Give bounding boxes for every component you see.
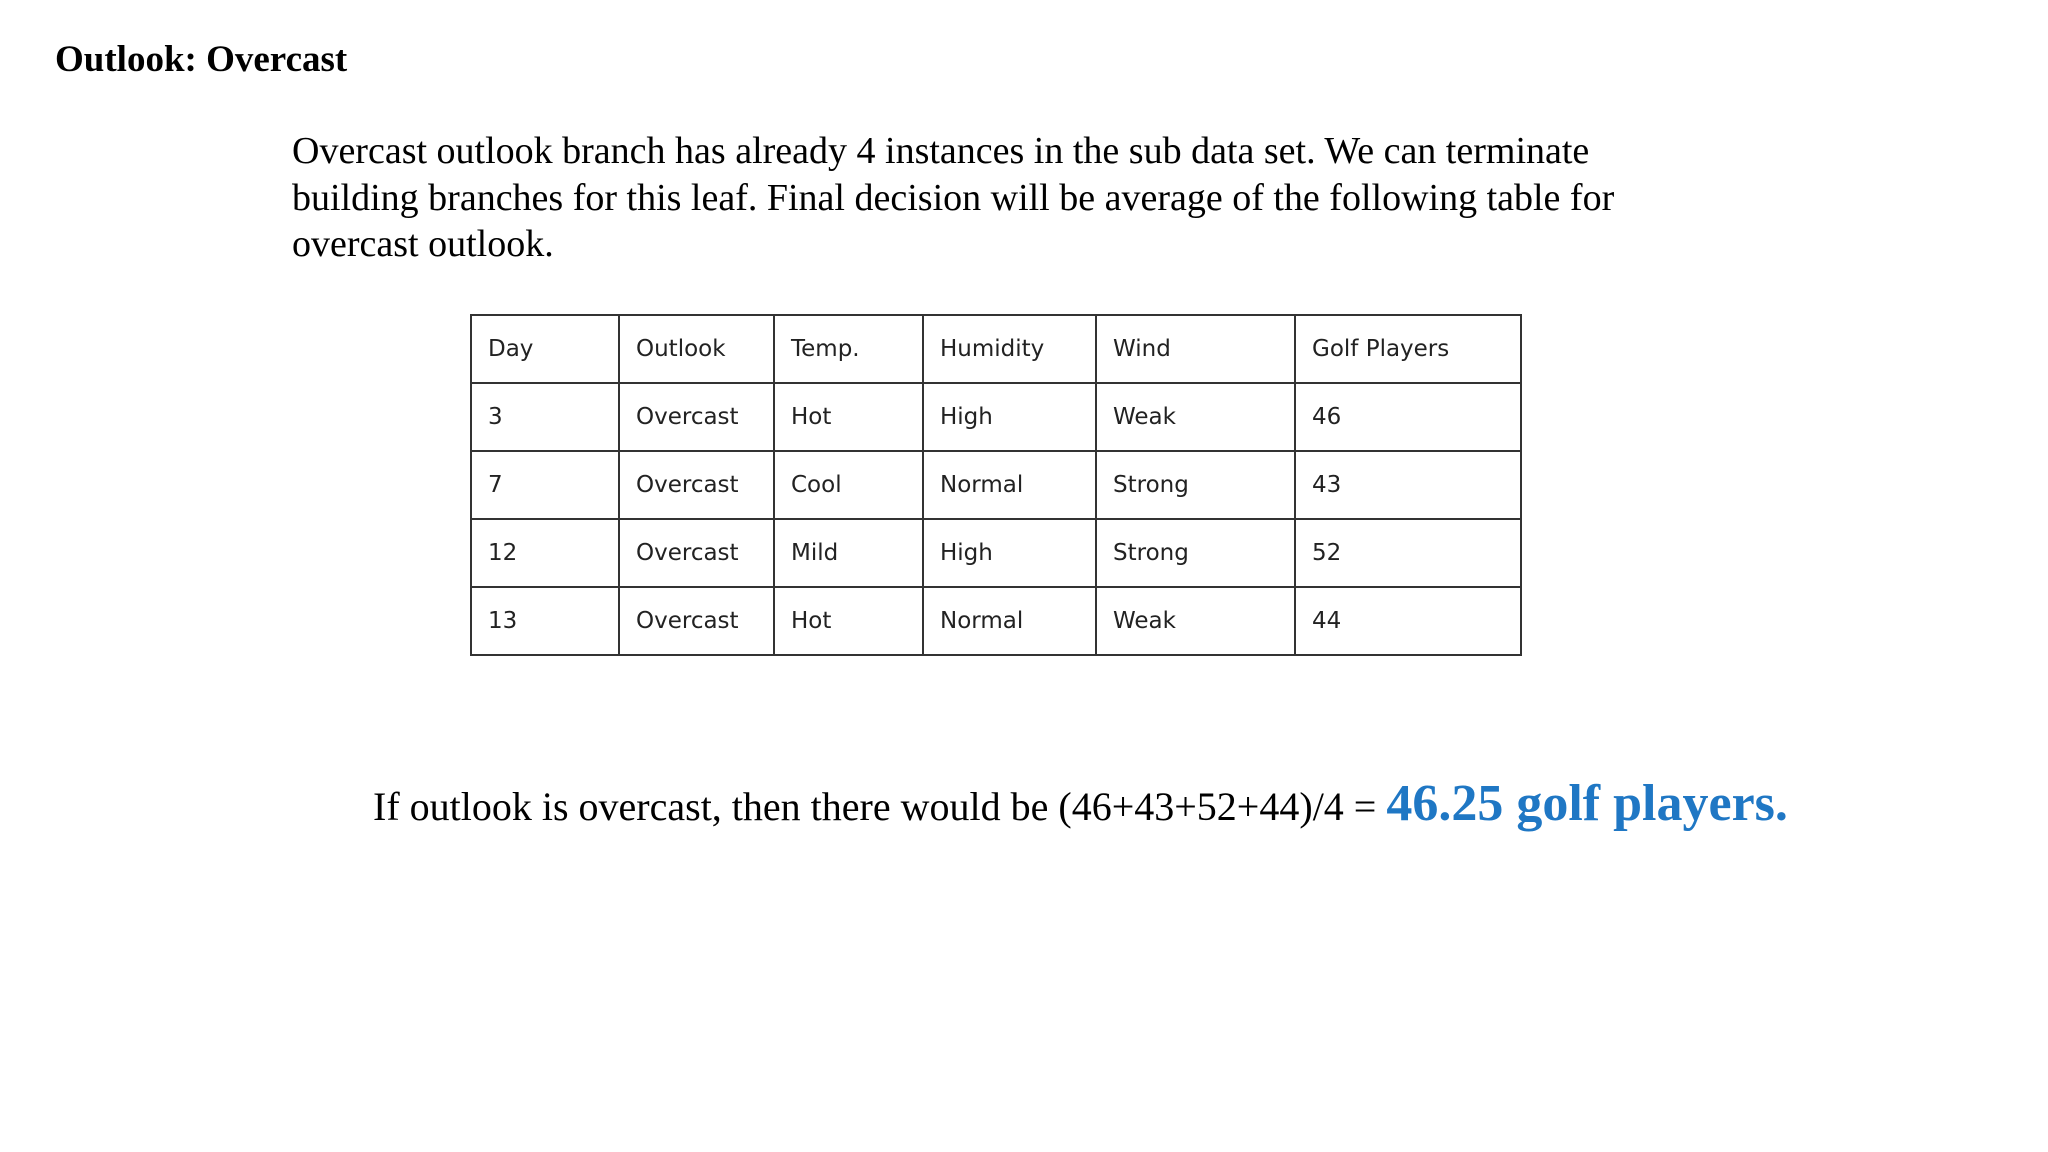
- cell-wind: Weak: [1096, 587, 1295, 655]
- cell-wind: Strong: [1096, 451, 1295, 519]
- cell-day: 3: [471, 383, 619, 451]
- intro-paragraph: Overcast outlook branch has already 4 instances in the sub data set. We can terminate building branches for this leaf. Final decision will be average of the following table for overcast outlook.: [292, 130, 1615, 265]
- cell-golf-players: 44: [1295, 587, 1521, 655]
- conclusion-text: If outlook is overcast, then there would be (46+43+52+44)/4 =: [373, 784, 1387, 829]
- cell-humidity: Normal: [923, 451, 1096, 519]
- table-row: [471, 587, 1521, 655]
- conclusion-result: 46.25 golf players.: [1386, 775, 1788, 832]
- cell-temp: Hot: [774, 383, 923, 451]
- table-row: [471, 519, 1521, 587]
- cell-outlook: Overcast: [619, 519, 774, 587]
- header-humidity: Humidity: [923, 315, 1096, 383]
- cell-day: 12: [471, 519, 619, 587]
- cell-humidity: High: [923, 519, 1096, 587]
- cell-outlook: Overcast: [619, 587, 774, 655]
- conclusion-sentence: [373, 774, 1788, 833]
- table-row: [471, 383, 1521, 451]
- overcast-data-table: [470, 314, 1522, 656]
- table-row: [471, 451, 1521, 519]
- cell-temp: Mild: [774, 519, 923, 587]
- cell-humidity: High: [923, 383, 1096, 451]
- cell-wind: Strong: [1096, 519, 1295, 587]
- cell-golf-players: 43: [1295, 451, 1521, 519]
- header-outlook: Outlook: [619, 315, 774, 383]
- cell-temp: Cool: [774, 451, 923, 519]
- header-day: Day: [471, 315, 619, 383]
- cell-golf-players: 52: [1295, 519, 1521, 587]
- header-wind: Wind: [1096, 315, 1295, 383]
- header-golf-players: Golf Players: [1295, 315, 1521, 383]
- cell-outlook: Overcast: [619, 451, 774, 519]
- cell-golf-players: 46: [1295, 383, 1521, 451]
- page-heading: Outlook: Overcast: [55, 39, 348, 80]
- cell-temp: Hot: [774, 587, 923, 655]
- cell-outlook: Overcast: [619, 383, 774, 451]
- cell-humidity: Normal: [923, 587, 1096, 655]
- table-header-row: [471, 315, 1521, 383]
- cell-day: 13: [471, 587, 619, 655]
- header-temp: Temp.: [774, 315, 923, 383]
- cell-day: 7: [471, 451, 619, 519]
- cell-wind: Weak: [1096, 383, 1295, 451]
